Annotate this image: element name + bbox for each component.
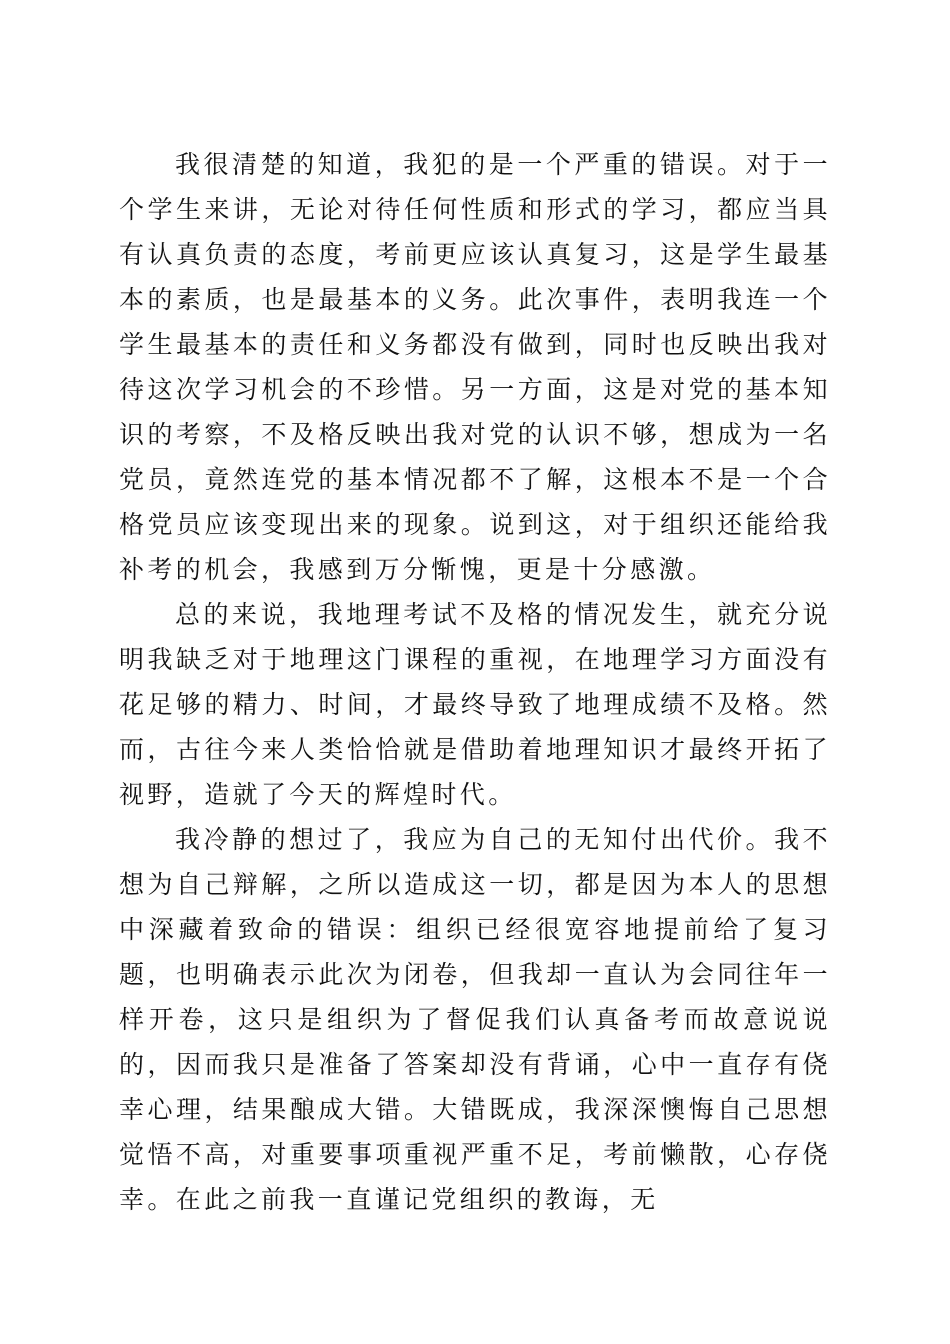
paragraph-1: 我很清楚的知道，我犯的是一个严重的错误。对于一个学生来讲，无论对待任何性质和形式的学习，都应当具有认真负责的态度，考前更应该认真复习，这是学生最基本的素质，也是最基本的义务。此次事件，表明我连一个学生最基本的责任和义务都没有做到，同时也反映出我对待这次学习机会的不珍惜。另一方面，这是对党的基本知识的考察，不及格反映出我对党的认识不够，想成为一名党员，竟然连党的基本情况都不了解，这根本不是一个合格党员应该变现出来的现象。说到这，对于组织还能给我补考的机会，我感到万分惭愧，更是十分感激。 <box>119 150 831 584</box>
document-body <box>119 142 831 1222</box>
paragraph-2: 总的来说，我地理考试不及格的情况发生，就充分说明我缺乏对于地理这门课程的重视，在地理学习方面没有花足够的精力、时间，才最终导致了地理成绩不及格。然而，古往今来人类恰恰就是借助着地理知识才最终开拓了视野，造就了今天的辉煌时代。 <box>119 600 831 809</box>
paragraph-3: 我冷静的想过了，我应为自己的无知付出代价。我不想为自己辩解，之所以造成这一切，都是因为本人的思想中深藏着致命的错误：组织已经很宽容地提前给了复习题，也明确表示此次为闭卷，但我却一直认为会同往年一样开卷，这只是组织为了督促我们认真备考而故意说说的，因而我只是准备了答案却没有背诵，心中一直存有侥幸心理，结果酿成大错。大错既成，我深深懊悔自己思想觉悟不高，对重要事项重视严重不足，考前懒散，心存侥幸。在此之前我一直谨记党组织的教诲，无 <box>119 825 831 1214</box>
